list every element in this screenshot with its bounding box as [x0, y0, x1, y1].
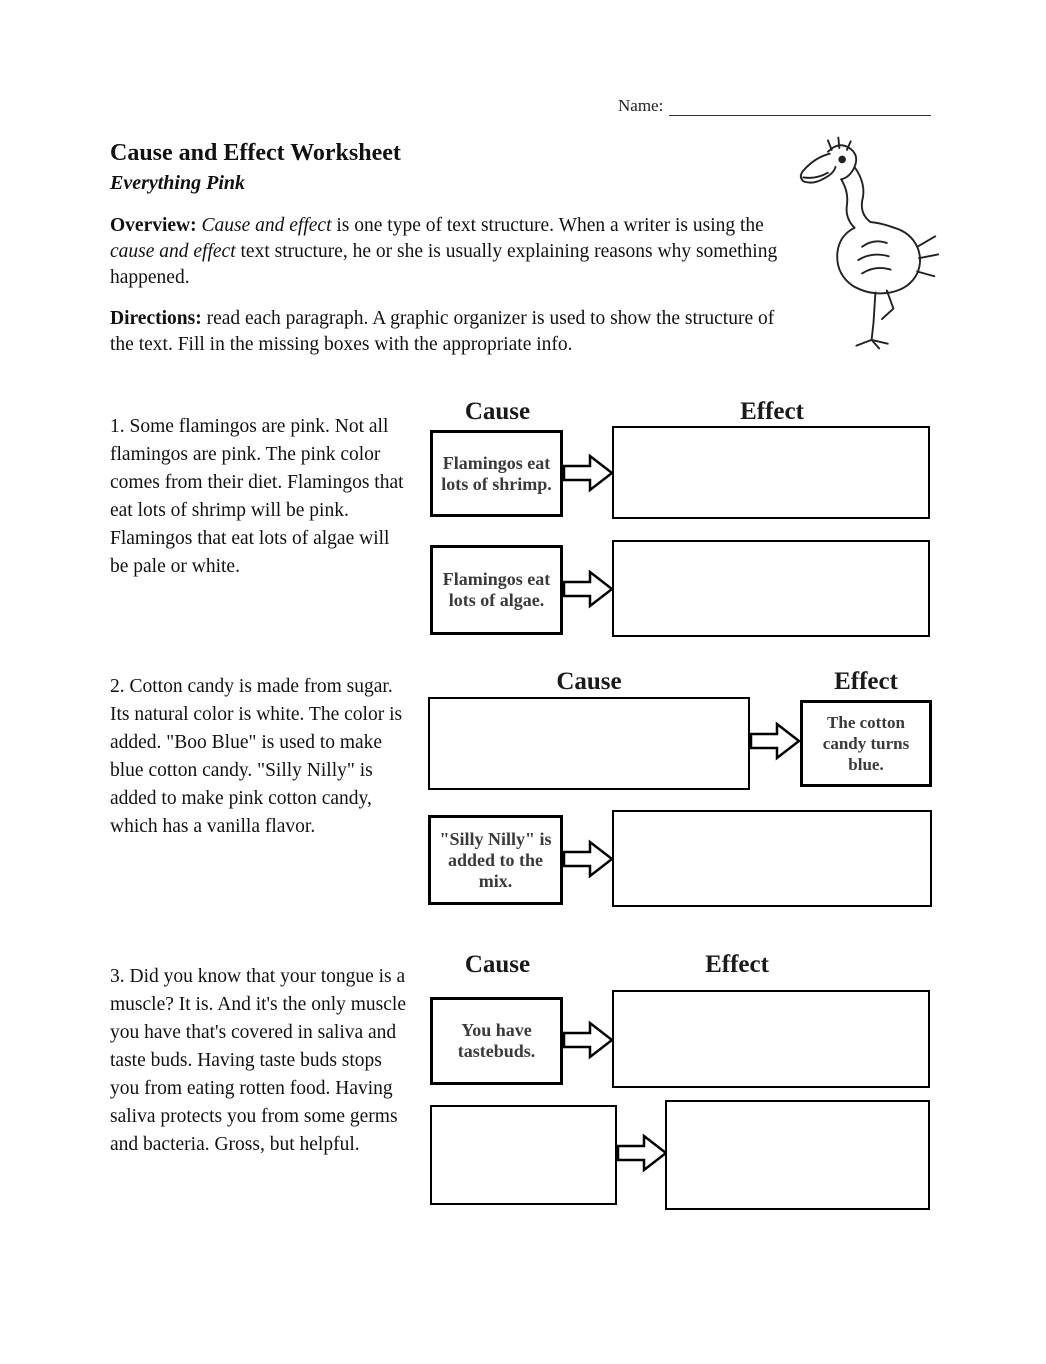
overview-italic-2: cause and effect [110, 241, 236, 262]
effect-text [767, 587, 775, 591]
effect-text [767, 471, 775, 475]
directions-paragraph [110, 306, 782, 358]
effect-box-empty[interactable] [612, 810, 932, 907]
section-3-effect-header: Effect [705, 951, 769, 978]
cause-text [520, 1153, 528, 1157]
arrow-right-icon [749, 720, 801, 762]
effect-box-empty[interactable] [612, 540, 930, 637]
arrow-right-icon [562, 838, 614, 880]
cause-box-filled [430, 545, 563, 635]
effect-text [794, 1153, 802, 1157]
effect-box-empty[interactable] [612, 426, 930, 519]
overview-text-2: text structure, he or she is usually explaining reasons why something happened. [110, 241, 778, 288]
effect-text [767, 1037, 775, 1041]
name-label: Name: [618, 96, 664, 115]
cause-text: You have tastebuds. [457, 1020, 536, 1061]
section-1-cause-header: Cause [464, 398, 531, 425]
name-row [618, 96, 931, 116]
page-title: Cause and Effect Worksheet [110, 140, 401, 166]
cause-box-empty[interactable] [428, 697, 750, 790]
section-3-paragraph: 3. Did you know that your tongue is a muscle? It is. And it's the only muscle you have that's covered in saliva and taste buds. Having taste buds stops you from eating rotten food. Having saliva protects you from some germs and bacteria. Gross, but helpful. [110, 966, 406, 1155]
cause-box-filled [430, 997, 563, 1085]
flamingo-icon [788, 128, 940, 358]
directions-label: Directions: [110, 308, 202, 329]
section-1-paragraph: 1. Some flamingos are pink. Not all flamingos are pink. The pink color comes from their diet. Flamingos that eat lots of shrimp will be pink. Flamingos that eat lots of algae will be pale or white. [110, 416, 404, 577]
overview-italic-1: Cause and effect [201, 215, 332, 236]
section-2-effect-header: Effect [834, 668, 898, 695]
cause-text: "Silly Nilly" is added to the mix. [439, 828, 552, 891]
overview-text-1: is one type of text structure. When a writer is using the [331, 215, 764, 236]
arrow-right-icon [562, 568, 614, 610]
effect-text [768, 857, 776, 861]
section-1-effect-header: Effect [740, 398, 804, 425]
arrow-right-icon [562, 452, 614, 494]
effect-box-filled [800, 700, 932, 787]
cause-box-filled [430, 430, 563, 517]
overview-label: Overview: [110, 215, 197, 236]
cause-box-empty[interactable] [430, 1105, 617, 1205]
cause-text: Flamingos eat lots of shrimp. [441, 452, 552, 494]
directions-text: read each paragraph. A graphic organizer is used to show the structure of the text. Fill in the missing boxes with the appropriate info. [110, 308, 775, 355]
page-subtitle: Everything Pink [110, 172, 246, 194]
overview-paragraph [110, 213, 782, 291]
effect-box-empty[interactable] [612, 990, 930, 1088]
cause-box-filled [428, 815, 563, 905]
section-2-cause-header: Cause [556, 668, 622, 695]
cause-text [585, 742, 593, 746]
effect-text: The cotton candy turns blue. [822, 713, 910, 774]
section-2-paragraph: 2. Cotton candy is made from sugar. Its natural color is white. The color is added. "Boo Blue" is used to make blue cotton candy. "Silly Nilly" is added to make pink cotton candy, which has a vanilla flavor. [110, 676, 403, 837]
name-blank-line[interactable] [669, 101, 931, 116]
cause-text: Flamingos eat lots of algae. [442, 569, 551, 610]
effect-box-empty[interactable] [665, 1100, 930, 1210]
section-3-cause-header: Cause [464, 951, 531, 978]
arrow-right-icon [616, 1132, 668, 1174]
arrow-right-icon [562, 1019, 614, 1061]
